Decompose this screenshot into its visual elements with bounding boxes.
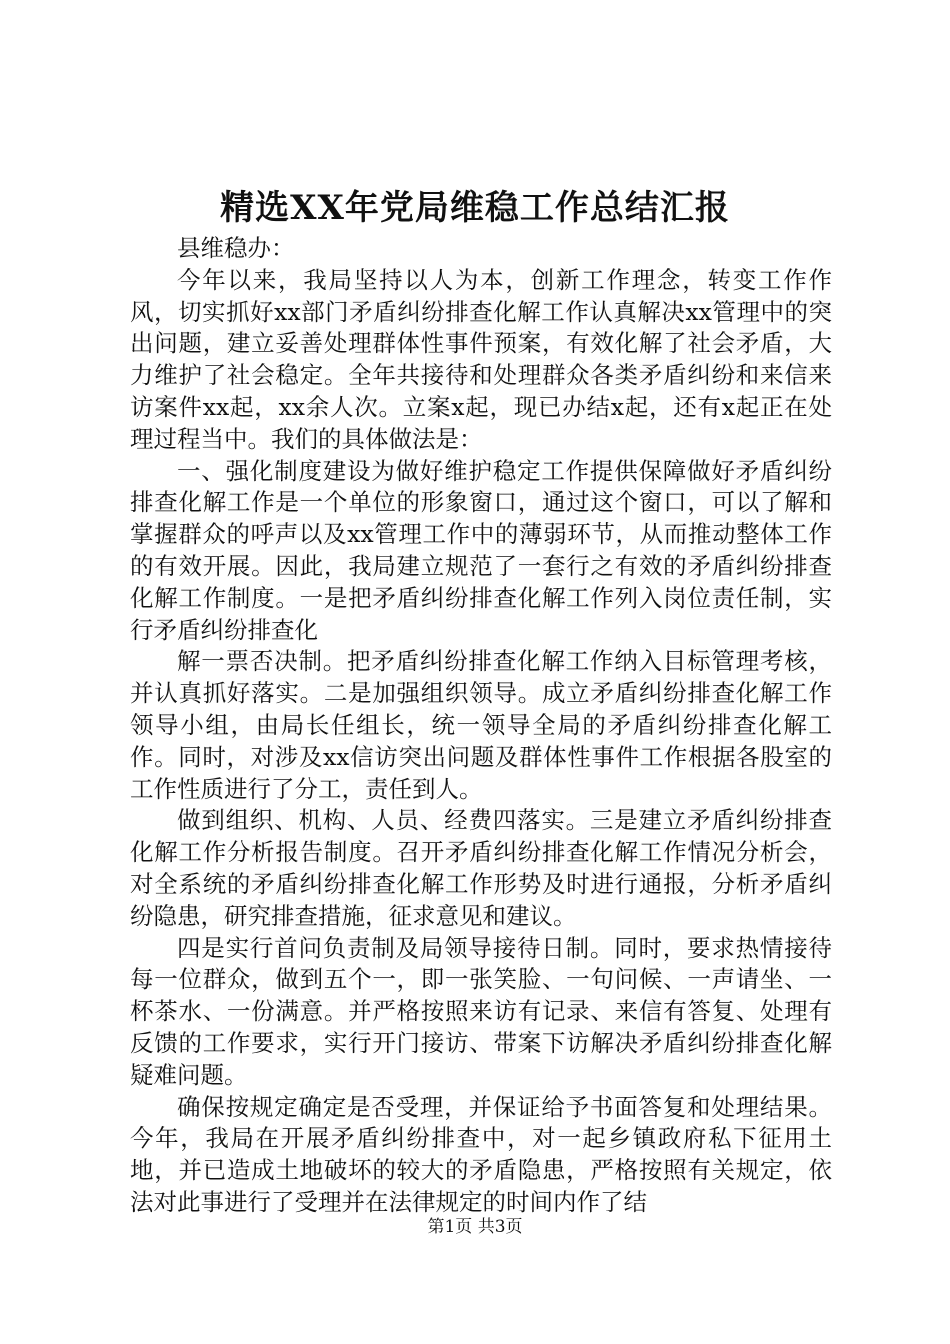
paragraph: 四是实行首问负责制及局领导接待日制。同时，要求热情接待每一位群众，做到五个一，即一张笑脸、一句问候、一声请坐、一杯茶水、一份满意。并严格按照来访有记录、来信有答复、处理有反馈的工作要求，实行开门接访、带案下访解决矛盾纠纷排查化解疑难问题。 — [130, 933, 832, 1089]
paragraph: 确保按规定确定是否受理，并保证给予书面答复和处理结果。今年，我局在开展矛盾纠纷排查中，对一起乡镇政府私下征用土地，并已造成土地破坏的较大的矛盾隐患，严格按照有关规定，依法对此事进行了受理并在法律规定的时间内作了结 — [130, 1092, 832, 1216]
document-title: 精选XX年党局维稳工作总结汇报 — [220, 188, 730, 228]
document-body — [130, 233, 832, 1219]
paragraph: 今年以来，我局坚持以人为本，创新工作理念，转变工作作风，切实抓好xx部门矛盾纠纷排查化解工作认真解决xx管理中的突出问题，建立妥善处理群体性事件预案，有效化解了社会矛盾，大力维护了社会稳定。全年共接待和处理群众各类矛盾纠纷和来信来访案件xx起，xx余人次。立案x起，现已办结x起，还有x起正在处理过程当中。我们的具体做法是： — [130, 265, 832, 453]
paragraph: 一、强化制度建设为做好维护稳定工作提供保障做好矛盾纠纷排查化解工作是一个单位的形象窗口，通过这个窗口，可以了解和掌握群众的呼声以及xx管理工作中的薄弱环节，从而推动整体工作的有效开展。因此，我局建立规范了一套行之有效的矛盾纠纷排查化解工作制度。一是把矛盾纠纷排查化解工作列入岗位责任制，实行矛盾纠纷排查化 — [130, 456, 832, 644]
paragraph: 做到组织、机构、人员、经费四落实。三是建立矛盾纠纷排查化解工作分析报告制度。召开矛盾纠纷排查化解工作情况分析会，对全系统的矛盾纠纷排查化解工作形势及时进行通报，分析矛盾纠纷隐患，研究排查措施，征求意见和建议。 — [130, 806, 832, 930]
salutation: 县维稳办： — [177, 234, 295, 262]
paragraph: 解一票否决制。把矛盾纠纷排查化解工作纳入目标管理考核，并认真抓好落实。二是加强组织领导。成立矛盾纠纷排查化解工作领导小组，由局长任组长，统一领导全局的矛盾纠纷排查化解工作。同时，对涉及xx信访突出问题及群体性事件工作根据各股室的工作性质进行了分工，责任到人。 — [130, 647, 832, 803]
page-footer: 第1页 共3页 — [427, 1217, 523, 1237]
